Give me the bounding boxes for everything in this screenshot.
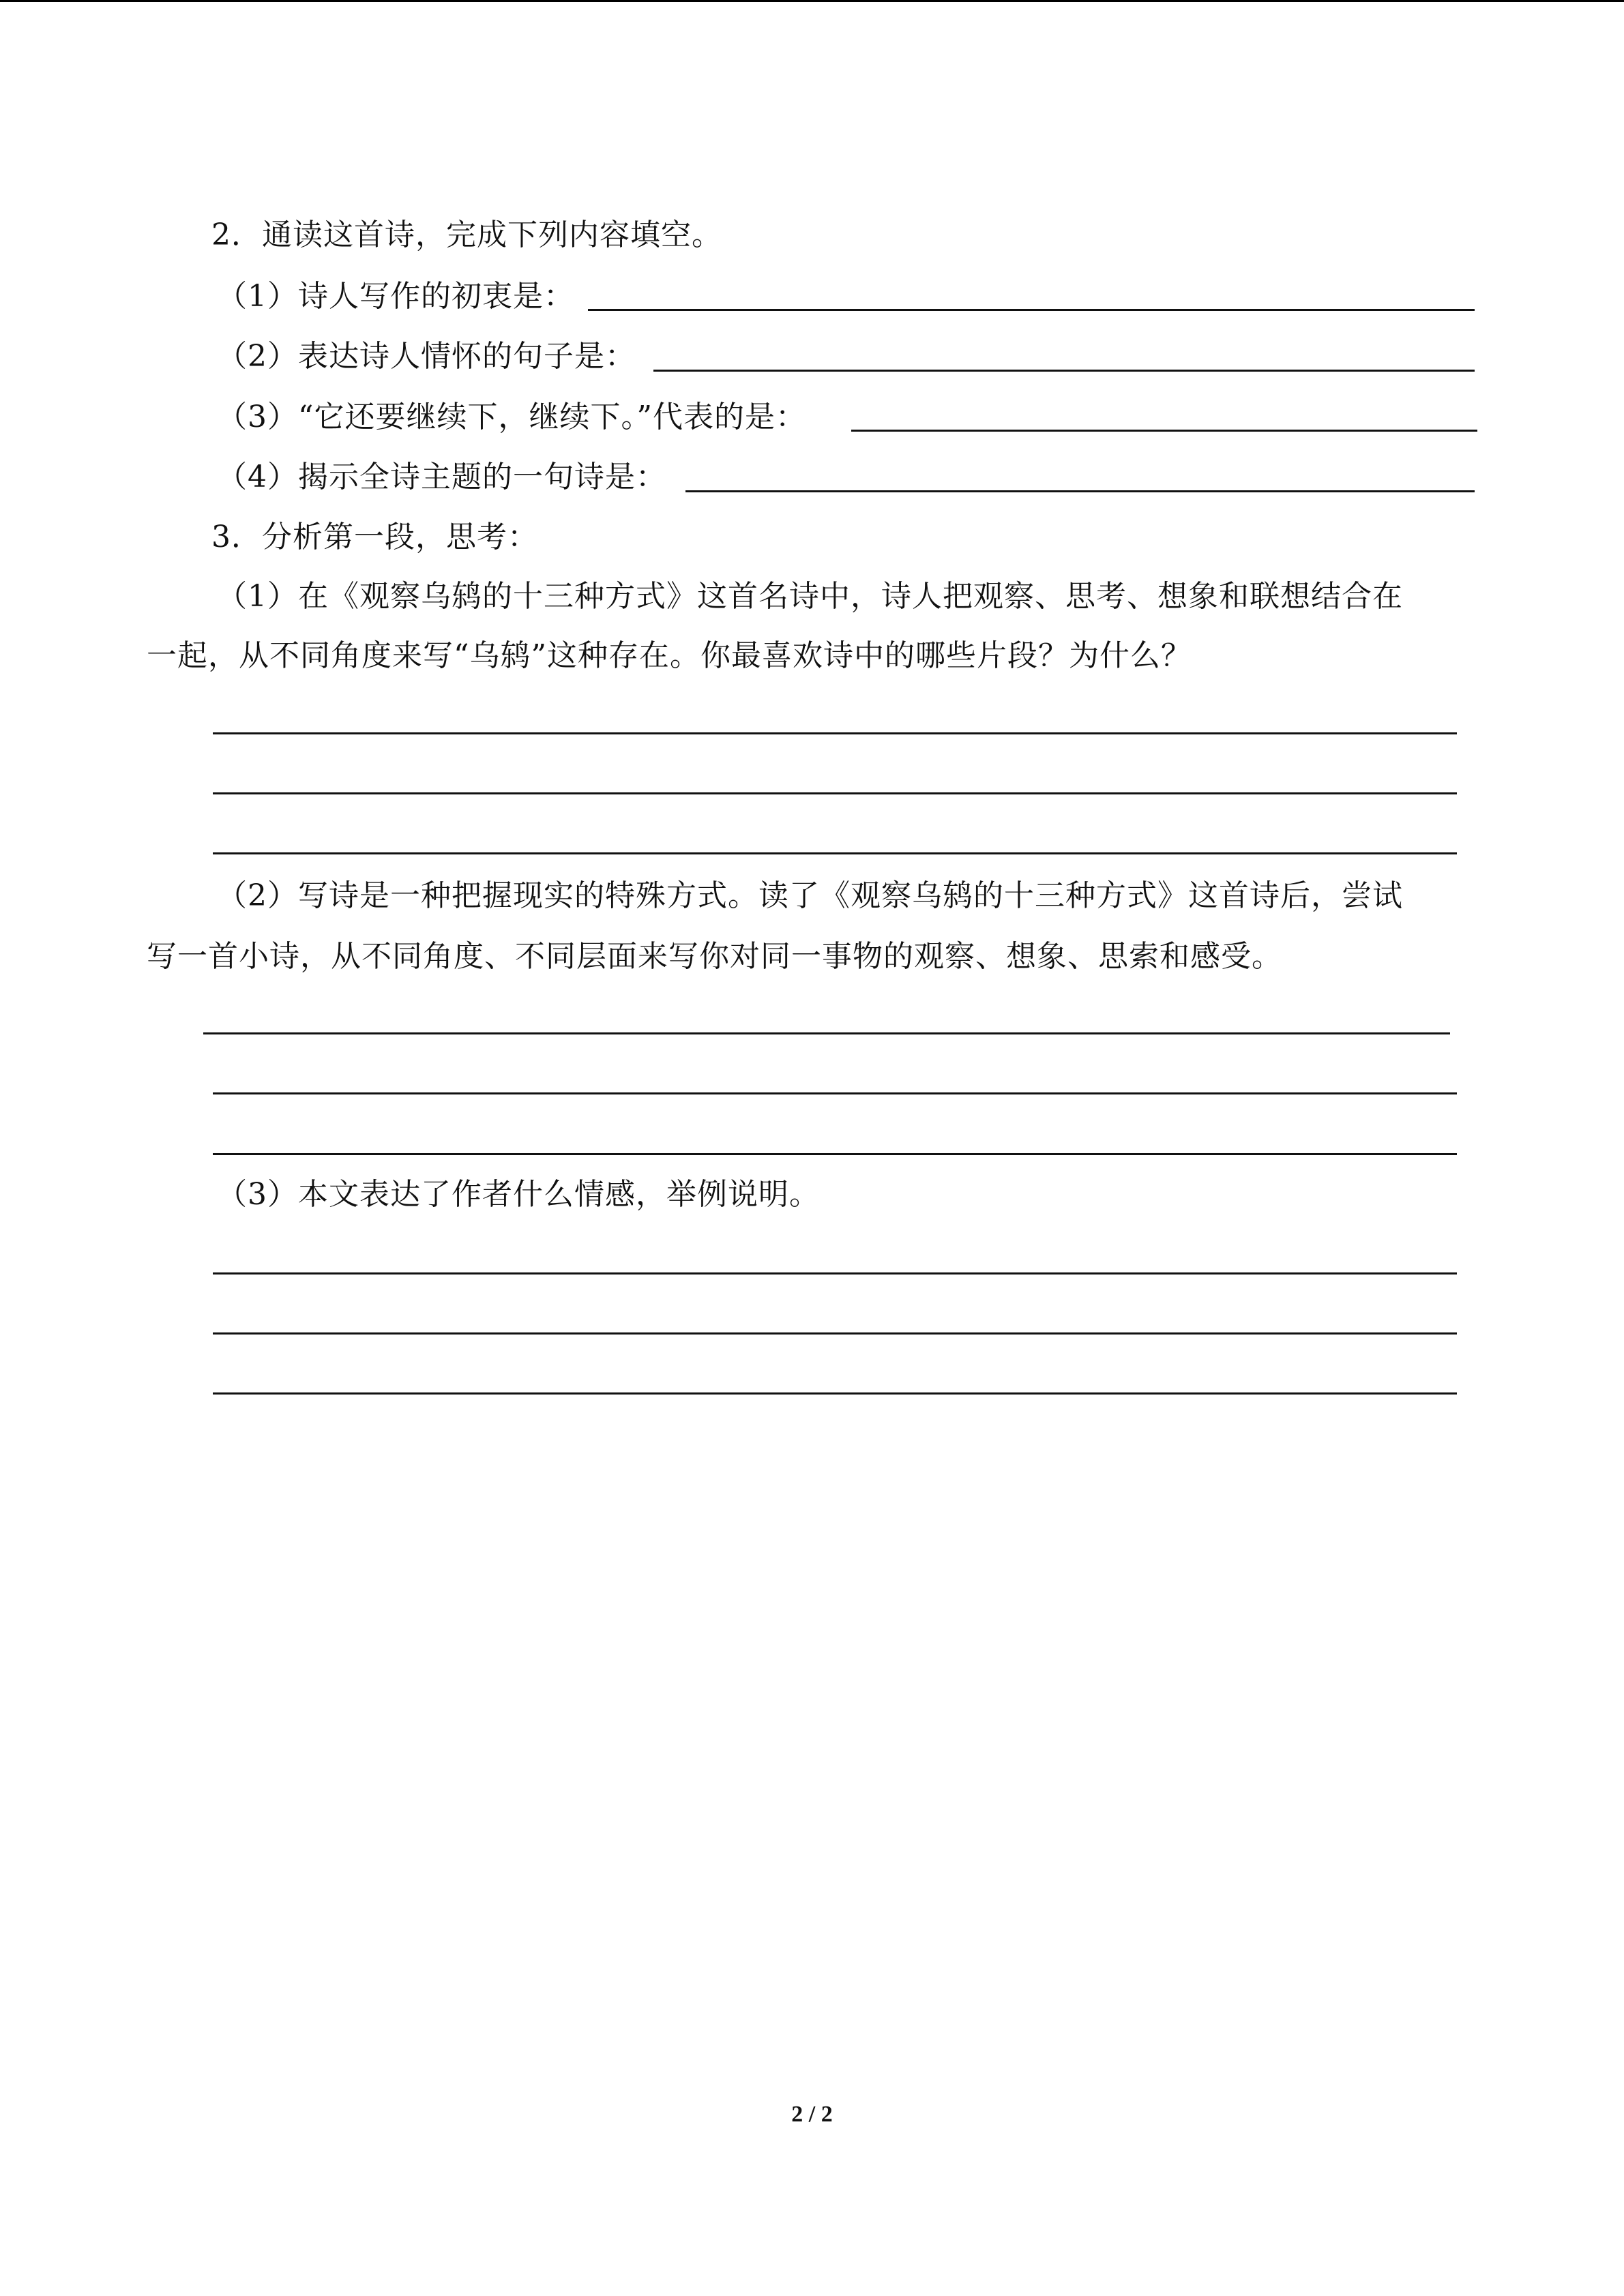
- question-2-item-2-label: （2）表达诗人情怀的句子是：: [217, 339, 636, 374]
- page-top-border: [0, 0, 1624, 2]
- question-2-item-2-answer-line[interactable]: [653, 370, 1475, 372]
- question-3-sub-2-answer-line-2[interactable]: [213, 1092, 1457, 1094]
- question-2-item-4-label: （4）揭示全诗主题的一句诗是：: [217, 460, 666, 494]
- question-3-sub-2-line-2: 写一首小诗，从不同角度、不同层面来写你对同一事物的观察、想象、思索和感受。: [147, 939, 1282, 974]
- question-2-item-4-answer-line[interactable]: [685, 490, 1475, 492]
- question-3-sub-2-line-1: （2）写诗是一种把握现实的特殊方式。读了《观察乌鸫的十三种方式》这首诗后，尝试: [217, 878, 1403, 913]
- question-3-sub-1-answer-line-2[interactable]: [213, 792, 1457, 794]
- question-2-item-1-answer-line[interactable]: [588, 309, 1475, 311]
- question-2-item-1-label: （1）诗人写作的初衷是：: [217, 279, 574, 314]
- question-2-heading: 2．通读这首诗，完成下列内容填空。: [211, 218, 722, 252]
- question-3-sub-1-answer-line-3[interactable]: [213, 852, 1457, 854]
- page-number: 2 / 2: [791, 2102, 833, 2127]
- question-3-sub-1-line-2: 一起，从不同角度来写“乌鸫”这种存在。你最喜欢诗中的哪些片段？为什么？: [147, 638, 1192, 673]
- question-2-item-3-answer-line[interactable]: [851, 430, 1477, 432]
- question-3-sub-2-answer-line-3[interactable]: [213, 1153, 1457, 1155]
- question-3-sub-3-line-1: （3）本文表达了作者什么情感，举例说明。: [217, 1177, 820, 1212]
- question-3-sub-1-answer-line-1[interactable]: [213, 732, 1457, 734]
- question-3-sub-1-line-1: （1）在《观察乌鸫的十三种方式》这首名诗中，诗人把观察、思考、想象和联想结合在: [217, 579, 1403, 614]
- question-3-sub-2-answer-line-1[interactable]: [203, 1032, 1450, 1034]
- question-3-sub-3-answer-line-1[interactable]: [213, 1272, 1457, 1274]
- question-3-sub-3-answer-line-3[interactable]: [213, 1392, 1457, 1395]
- question-3-heading: 3．分析第一段，思考：: [211, 520, 538, 554]
- question-2-item-3-label: （3）“它还要继续下，继续下。”代表的是：: [217, 400, 806, 434]
- question-3-sub-3-answer-line-2[interactable]: [213, 1332, 1457, 1335]
